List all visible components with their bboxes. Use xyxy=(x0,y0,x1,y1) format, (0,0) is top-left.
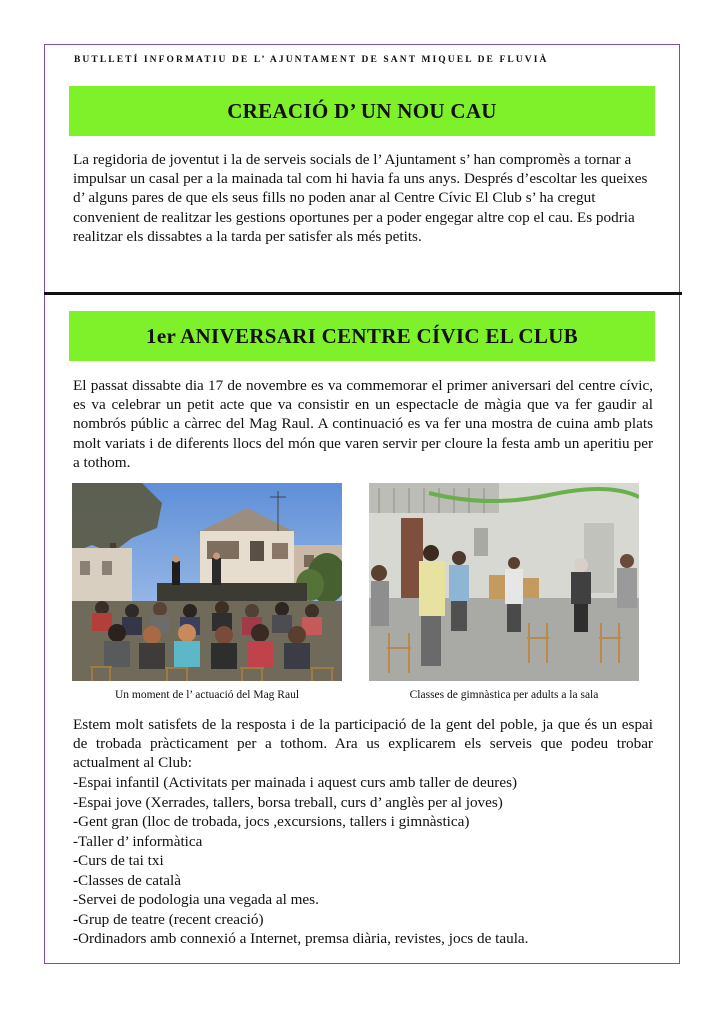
services-list xyxy=(73,773,528,949)
list-item: -Espai jove (Xerrades, tallers, borsa treball, curs d’ anglès per al joves) xyxy=(73,793,503,811)
list-item: -Espai infantil (Activitats per mainada i aquest curs amb taller de deures) xyxy=(73,774,518,791)
section-title-anniversary xyxy=(69,311,655,361)
magic-show-photo xyxy=(72,483,342,681)
section-title-new-cau xyxy=(69,86,655,136)
list-item: -Gent gran (lloc de trobada, jocs ,excursions, tallers i gimnàstica) xyxy=(73,813,470,830)
cau-paragraph: La regidoria de joventut i la de serveis socials de l’ Ajuntament s’ han compromès a tornar a impulsar un casal per a la mainada tal com hi havia fa uns anys. Després d’escoltar les queixes d’ alguns pares de que els seus fills no poden anar al Centre Cívic El Club s’ ha cregut convenient de realitzar les gestions oportunes per a poder engegar altre cop el cau. Es podria realitzar els dissabtes a la tarda per satisfer als més petits. xyxy=(73,151,648,245)
gymnastics-class-photo xyxy=(369,483,639,681)
anniversary-paragraph: El passat dissabte dia 17 de novembre es va commemorar el primer aniversari del centre cívic, es va celebrar un petit acte que va consistir en un espectacle de màgia que va fer gaudir al nombrós públic a càrrec del Mag Raul. A continuació es va fer una mostra de cuina amb plats molt variats i de diferents llocs del món que varen servir per cloure la festa amb un aperitiu per a tothom. xyxy=(73,377,653,471)
list-item: -Ordinadors amb connexió a Internet, premsa diària, revistes, jocs de taula. xyxy=(73,930,529,947)
photo-caption: Un moment de l’ actuació del Mag Raul xyxy=(114,689,300,701)
section-title-text: 1er ANIVERSARI CENTRE CÍVIC EL CLUB xyxy=(146,323,578,348)
list-item: -Grup de teatre (recent creació) xyxy=(73,910,264,928)
section-title-text: CREACIÓ D’ UN NOU CAU xyxy=(227,98,497,123)
services-intro-paragraph: Estem molt satisfets de la resposta i de la participació de la gent del poble, ja que és un espai de trobada pràcticament per a tothom. Ara us explicarem els serveis que podeu trobar actualment al Club: xyxy=(73,716,653,772)
bulletin-header: BUTLLETÍ INFORMATIU DE L’ AJUNTAMENT DE SANT MIQUEL DE FLUVIÀ xyxy=(74,55,549,65)
list-item: -Taller d’ informàtica xyxy=(73,832,203,850)
list-item: -Servei de podologia una vegada al mes. xyxy=(73,891,319,908)
list-item: -Classes de català xyxy=(73,871,181,889)
photo-caption: Classes de gimnàstica per adults a la sala xyxy=(409,689,599,701)
list-item: -Curs de tai txi xyxy=(73,852,164,869)
section-divider xyxy=(44,292,682,295)
